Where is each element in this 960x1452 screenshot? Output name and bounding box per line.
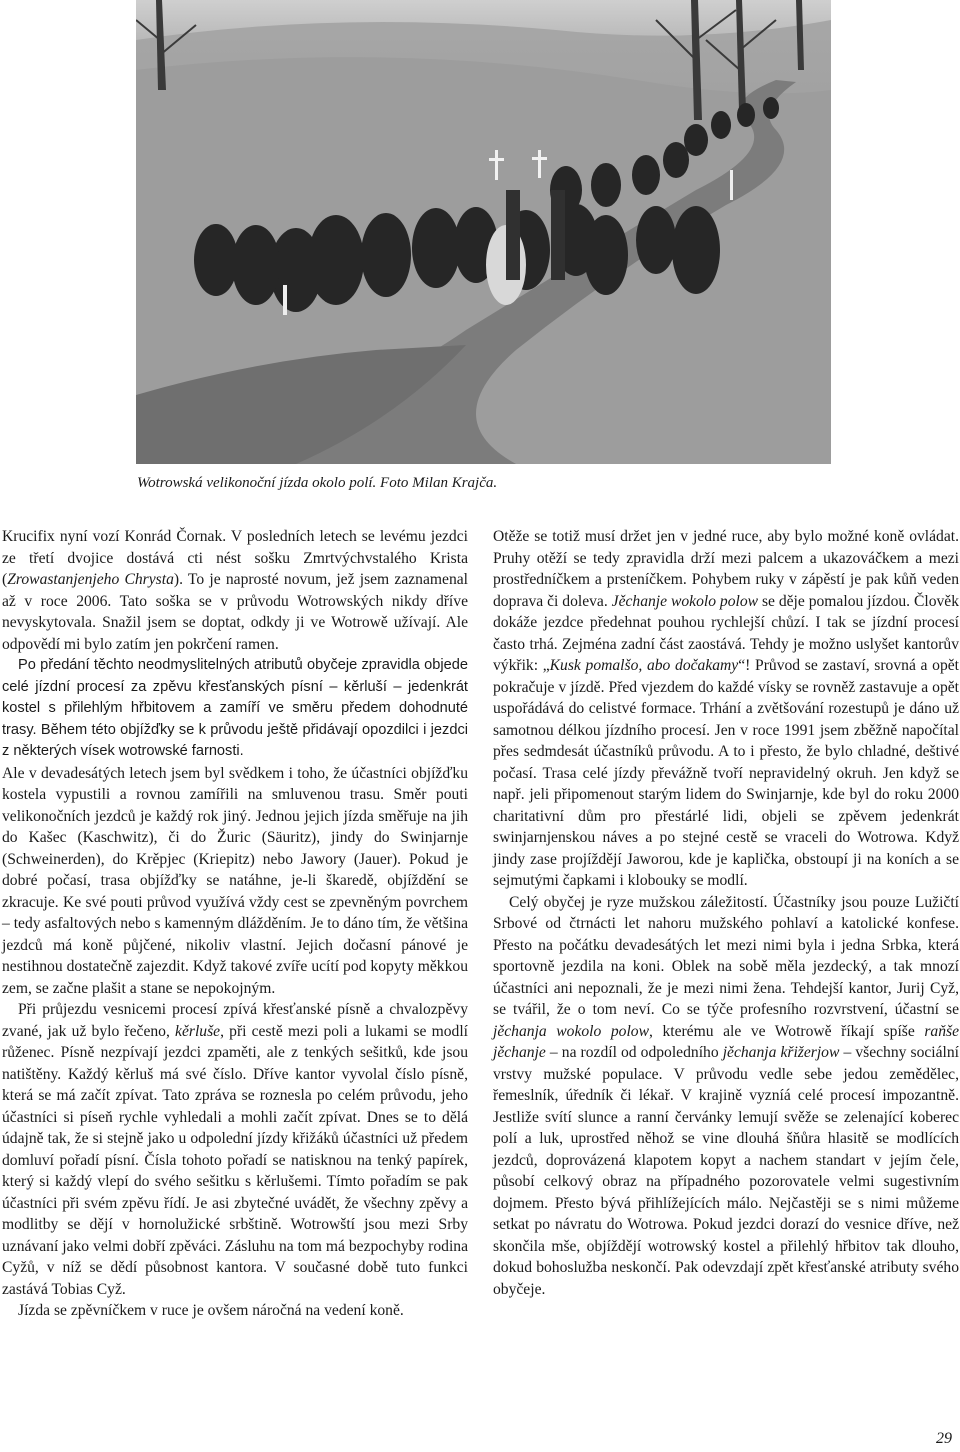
text-run: “! Průvod se zastaví, srovná a opět pokračuje v jízdě. Před vjezdem do každé vísky se rovněž zastavuje a opět uspořádává do celistvé formace. Trhání a zvětšování rozestupů je dáno už samotnou délkou jízdního procesí. Jen v roce 1991 jsem zběžně napočítal přes sedmdesát účastníků průvodu. A to i přesto, že bylo chladné, deštivé počasí. Trasa celé jízdy převážně tvoří nepravidelný okruh. Jen když se např. jeli připomenout starým lidem do Swinjarnje, kde byl do roku 2000 charitativní dům pro přestárlé lidi, objeli se zpěvem jedenkrát swinjarnjenskou náves a po stejné cestě se vraceli do Wotrowa. Když jindy zase projíždějí Jaworou, kde je kaplička, obstoupí ji na koních a se sejmutými čapkami i klobouky se modlí.	[493, 657, 959, 889]
paragraph	[493, 526, 959, 892]
text-run: – na rozdíl od odpoledního	[545, 1044, 723, 1061]
paragraph	[2, 526, 468, 655]
text-run: Krucifix nyní vozí Konrád Čornak. V posledních letech se levému jezdci ze třetí dvojice dostává cti nést sošku Zmrtvýchvstalého Krista (	[2, 528, 468, 588]
paragraph	[493, 892, 959, 1301]
text-run: se děje pomalou jízdou. Člověk dokáže jezdce předehnat pouhou rychlejší chůzí. I tak se jízdní procesí často trhá. Zejména zadní část zaostává. Tehdy je možno uslyšet kantorův výkřik: „	[493, 592, 960, 674]
italic-term: jěchanja wokolo polow	[493, 1022, 649, 1040]
italic-term: Zrowastanjenjeho Chrysta	[7, 571, 174, 588]
text-run: Jízda se zpěvníčkem v ruce je ovšem náročná na vedení koně.	[18, 1302, 404, 1319]
procession-photo-drawing	[136, 0, 831, 464]
paragraph	[2, 655, 468, 763]
text-run: Při průjezdu vesnicemi procesí zpívá křesťanské písně a chvalozpěvy zvané, jak už bylo řečeno,	[2, 1001, 468, 1040]
page-number: 29	[936, 1430, 952, 1447]
italic-term: kěrluše	[175, 1022, 221, 1040]
text-run: Ale v devadesátých letech jsem byl svědkem i toho, že účastníci objížďku kostela vypustili a rovnou zamířili na smluvenou trasu. Směr pouti velikonočních jezdců je každý rok jiný. Jednou jejich jízda směřuje na jih do Kašec (Kaschwitz), či do Žuric (Säuritz), jindy do Swinjarnje (Schweinerden), do Krěpjec (Kriepitz) nebo Jawory (Jauer). Pokud je dobré počasí, trasa objížďky se natáhne, je-li škaredě, objíždění se zkracuje. Ke své pouti průvod využívá vždy cest se zpevněným povrchem – tedy asfaltových nebo s kamenným dlážděním. Je to dáno tím, že většina jezdců má koně půjčené, nikoliv vlastní. Jejich dočasní pánové je nestihnou dostatečně zajezdit. Když takové zvíře ucítí pod kopyty měkkou zem, se začne plašit a stane se nepokojným.	[2, 764, 468, 997]
right-text-column	[493, 526, 959, 1300]
italic-term: Kusk pomalšo, abo dočakamy	[549, 657, 739, 674]
procession-photo	[136, 0, 831, 464]
photo-caption: Wotrowská velikonoční jízda okolo polí. Foto Milan Krajča.	[137, 475, 498, 491]
italic-term: Jěchanje wokolo polow	[611, 592, 759, 610]
text-run: ). To je naprosté novum, jež jsem zaznamenal až v roce 2006. Tato soška se v průvodu Wotrowských nikdy dříve nevyskytovala. Snažil jsem se doptat, odkdy ji ve Wotrowě užívají. Ale odpovědí mi bylo zatím jen pokrčení ramen.	[2, 571, 468, 653]
text-run: Otěže se totiž musí držet jen v jedné ruce, aby bylo možné koně ovládat. Pruhy otěží se tedy zpravidla drží mezi palcem a ukazováčkem a mezi prostředníčkem a prsteníčkem. Pohybem ruky v zápěstí je pak kůň veden doprava či doleva.	[493, 528, 959, 610]
text-run: – všechny sociální vrstvy mužské populace. V průvodu vedle sebe jedou zemědělec, řemeslník, úředník či lékař. V krajině vyzníá celé procesí impozantně. Jestliže svítí slunce a ranní červánky lemují svěže se zelenající koberec polí a luk, uprostřed něhož se vine dlouhá šňůra hlasitě se modlících jezdců, doprovázená klapotem kopyt a nachem standart v jejím čele, působí celkový obraz na případného pozorovatele velmi sugestivním dojmem. Přesto bývá přihlížejících málo. Nejčastěji se s nimi můžeme setkat po návratu do Wotrowa. Pokud jezdci dorazí do vesnice dříve, než skončila mše, objíždějí wotrowský kostel a přilehlý hřbitov tak dlouho, dokud bohoslužba neskončí. Pak odevzdají zpět křesťanské atributy svého obyčeje.	[493, 1044, 959, 1298]
italic-term: jěchanja křižerjow	[722, 1044, 840, 1061]
paragraph	[2, 1300, 468, 1322]
left-text-column	[2, 526, 468, 1322]
paragraph	[2, 763, 468, 1000]
text-run: , při cestě mezi poli a lukami se modlí růženec. Písně nezpívají jezdci zpaměti, ale z tenkých sešitků, kde jsou natištěny. Každý kěrluš má své číslo. Dříve kantor vyvolal číslo písně, která se má začít zpívat. Tato zpráva se roznesla po celém průvodu, jeho účastníci si píseň rychle vyhledali a mohli začít zpívat. Dnes se to dělá údajně tak, že si stejně jako u odpolední jízdy křižáků účastníci už předem domluví pořadí písní. Čísla tohoto pořadí se natisknou na tenký papírek, který si každý vlepí do svého sešitku s kěrlušemi. Tímto pořadím se pak účastníci při svém zpěvu řídí. Je asi zbytečné uvádět, že všechny zpěvy a modlitby se dějí v hornolužické srbštině. Wotrowští jsou mezi Srby uznávaní jako velmi dobří zpěváci. Zásluhu na tom má bezpochyby rodina Cyžů, v níž se dědí působnost kantora. V současné době tuto funkci zastává Tobias Cyž.	[2, 1022, 468, 1298]
text-run: , kterému ale ve Wotrowě říkají spíše	[648, 1022, 925, 1040]
text-run: Celý obyčej je ryze mužskou záležitostí. Účastníky jsou pouze Lužičtí Srbové od čtrnácti let nahoru mužského pohlaví a katolické konfese. Přesto na počátku devadesátých let mezi nimi byla i jedna Srbka, která sportovně jezdila na koni. Oblek na sobě měla jezdecký, a tak mnozí účastníci ani nepoznali, že je mezi nimi žena. Tehdejší kantor, Jurij Cyž, se tvářil, že o tom neví. Co se týče profesního rozvrstvení, účastní se	[493, 893, 959, 1018]
paragraph	[2, 999, 468, 1300]
text-run: Po předání těchto neodmyslitelných atributů obyčeje zpravidla objede celé jízdní procesí za zpěvu křesťanských písní – kěrluší – jedenkrát kostel s přilehlým hřbitovem a zamíří ve směru předem dohodnuté trasy. Během této objížďky se k průvodu ještě přidávají opozdilci i jezdci z některých vísek wotrowské farnosti.	[2, 657, 468, 759]
italic-term: raňše jěchanje	[493, 1022, 959, 1061]
